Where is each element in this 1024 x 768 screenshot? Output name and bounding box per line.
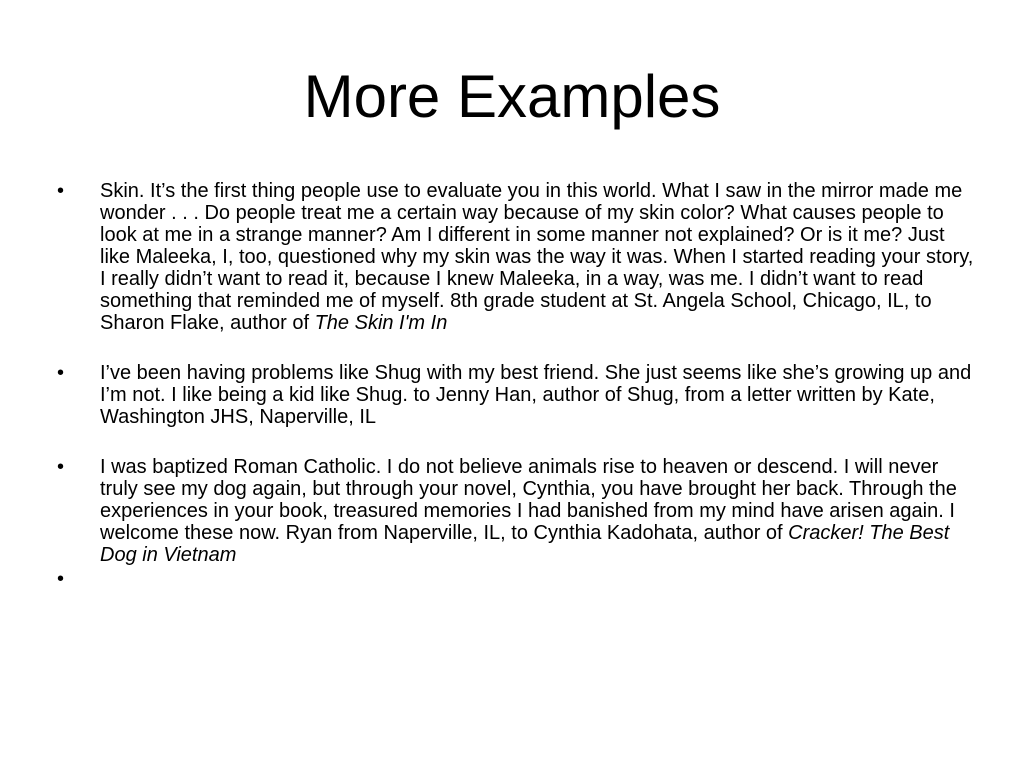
bullet-icon: • [57,456,65,478]
list-item-empty [57,568,977,590]
list-item [57,362,977,428]
list-item [57,456,977,566]
book-title: The Skin I'm In [314,312,448,334]
bullet-icon: • [57,362,65,384]
bullet-list [57,180,977,590]
book-title: Cracker! The Best Dog in Vietnam [100,522,950,566]
bullet-text: Skin. It’s the first thing people use to evaluate you in this world. What I saw in the mirror made me wonder . . . Do people treat me a certain way because of my skin color? What causes people to look at me in a strange manner? Am I different in some manner not explained? Or is it me? Just like Maleeka, I, too, questioned why my skin was the way it was. When I started reading your story, I really didn’t want to read it, because I knew Maleeka, in a way, was me. I didn’t want to read something that reminded me of myself. 8th grade student at St. Angela School, Chicago, IL, to Sharon Flake, author of [100,180,974,334]
list-item [57,180,977,334]
bullet-icon: • [57,568,65,590]
bullet-text: I’ve been having problems like Shug with my best friend. She just seems like she’s growing up and I’m not. I like being a kid like Shug. to Jenny Han, author of Shug, from a letter written by Kate, Washington JHS, Naperville, IL [100,362,972,428]
bullet-icon: • [57,180,65,202]
bullet-text [100,568,106,590]
slide-title: More Examples [303,63,721,130]
bullet-text: I was baptized Roman Catholic. I do not believe animals rise to heaven or descend. I will never truly see my dog again, but through your novel, Cynthia, you have brought her back. Through the experiences in your book, treasured memories I had banished from my mind have arisen again. I welcome these now. Ryan from Naperville, IL, to Cynthia Kadohata, author of [100,456,957,544]
